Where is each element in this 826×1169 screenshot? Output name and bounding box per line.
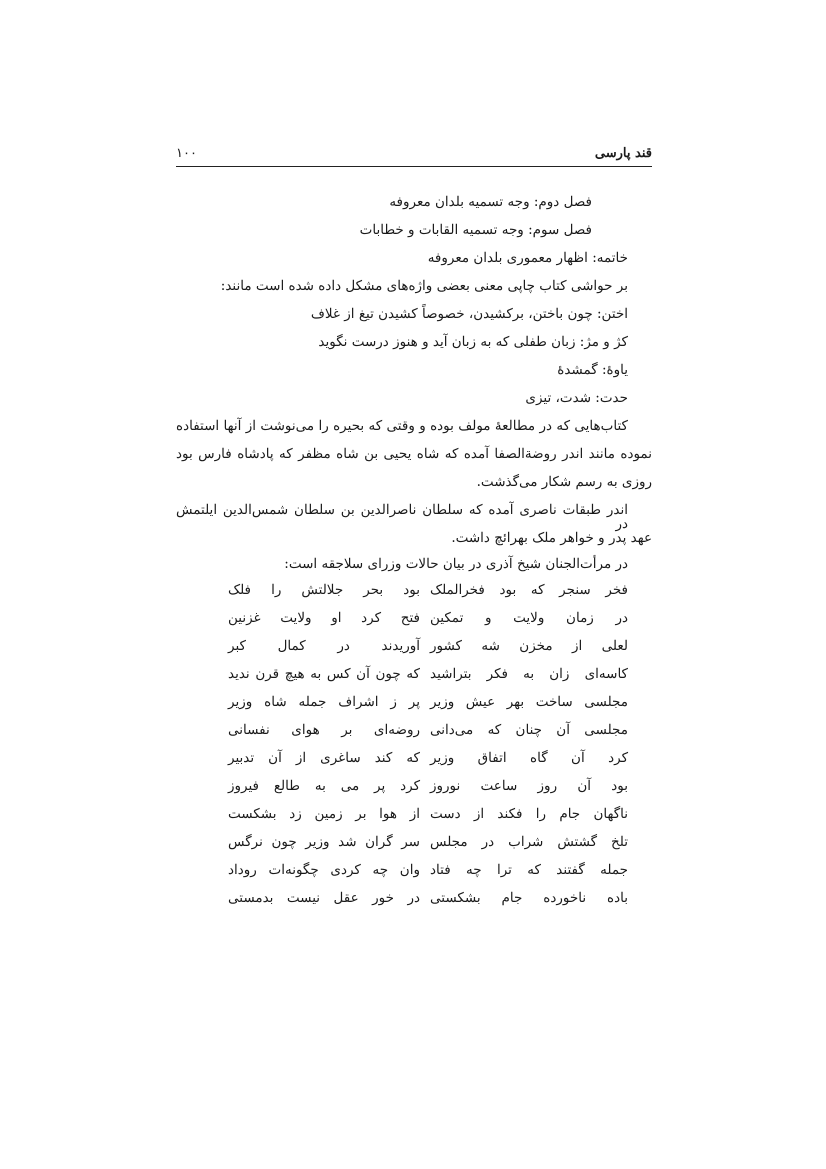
chapter-two-line: فصل دوم: وجه تسمیه بلدان معروفه xyxy=(389,194,592,210)
hemistich-left: کرد پر می به طالع فیروز xyxy=(228,778,420,794)
running-title: قند پارسی xyxy=(594,146,652,161)
hemistich-left: وان چه کردی چگونه‌ات روداد xyxy=(228,862,420,878)
poem-couplet xyxy=(176,890,628,910)
hemistich-right: مجلسی آن چنان که می‌دانی xyxy=(430,722,628,738)
conclusion-line: خاتمه: اظهار معموری بلدان معروفه xyxy=(427,250,628,266)
poem-couplet xyxy=(176,750,628,770)
header-rule xyxy=(176,166,652,167)
hemistich-right: بود آن روز ساعت نوروز xyxy=(430,778,628,794)
glossary-entry: اختن: چون باختن، برکشیدن، خصوصاً کشیدن تیغ از غلاف xyxy=(310,306,628,322)
page-number: ۱۰۰ xyxy=(176,146,197,161)
glossary-intro-line: بر حواشی کتاب چاپی معنی بعضی واژه‌های مشکل داده شده است مانند: xyxy=(220,278,628,294)
hemistich-left: سر گران شد وزیر چون نرگس xyxy=(228,834,420,850)
poem-couplet xyxy=(176,582,628,602)
poem-couplet xyxy=(176,862,628,882)
hemistich-right: در زمان ولایت و تمکین xyxy=(430,610,628,626)
hemistich-left: که چون آن کس به هیچ قرن ندید xyxy=(228,666,420,682)
poem-couplet xyxy=(176,806,628,826)
hemistich-right: لعلی از مخزن شه کشور xyxy=(430,638,628,654)
hemistich-left: پر ز اشراف جمله شاه وزیر xyxy=(228,694,420,710)
glossary-entry: حدت: شدت، تیزی xyxy=(525,390,628,406)
poem-couplet xyxy=(176,666,628,686)
poem-couplet xyxy=(176,834,628,854)
hemistich-left: بود بحر جلالتش را فلک xyxy=(228,582,420,598)
hemistich-right: فخر سنجر که بود فخرالملک xyxy=(430,582,628,598)
glossary-entry: کژ و مژ: زبان طفلی که به زبان آید و هنوز درست نگوید xyxy=(318,334,628,350)
hemistich-right: جمله گفتند که ترا چه فتاد xyxy=(430,862,628,878)
hemistich-left: از هوا بر زمین زد بشکست xyxy=(228,806,420,822)
hemistich-right: باده ناخورده جام بشکستی xyxy=(430,890,628,906)
chapter-three-line: فصل سوم: وجه تسمیه القابات و خطابات xyxy=(359,222,592,238)
hemistich-left: روضه‌ای بر هوای نفسانی xyxy=(228,722,420,738)
poem-couplet xyxy=(176,722,628,742)
paragraph-line: کتاب‌هایی که در مطالعهٔ مولف بوده و وقتی که بحیره را می‌نوشت از آنها استفاده xyxy=(176,418,628,434)
hemistich-right: تلخ گشتش شراب در مجلس xyxy=(430,834,628,850)
hemistich-right: کاسه‌ای زان به فکر بتراشید xyxy=(430,666,628,682)
hemistich-right: مجلسی ساخت بهر عیش وزیر xyxy=(430,694,628,710)
paragraph-line: نموده مانند اندر روضةالصفا آمده که شاه یحیی بن شاه مظفر که پادشاه فارس بود xyxy=(176,446,652,462)
poem-intro: در مرأت‌الجنان شیخ آذری در بیان حالات وزرای سلاجقه است: xyxy=(284,556,628,572)
page-header xyxy=(176,140,652,166)
hemistich-right: ناگهان جام را فکند از دست xyxy=(430,806,628,822)
glossary-entry: یاوهٔ: گمشدهٔ xyxy=(557,362,628,378)
hemistich-left: در خور عقل نیست بدمستی xyxy=(228,890,420,906)
paragraph-line: عهد پدر و خواهر ملک بهرائچ داشت. xyxy=(451,530,652,546)
paragraph-line: اندر طبقات ناصری آمده که سلطان ناصرالدین بن سلطان شمس‌الدین ایلتمش در xyxy=(176,502,628,532)
hemistich-left: آوریدند در کمال کبر xyxy=(228,638,420,654)
poem-couplet xyxy=(176,778,628,798)
hemistich-right: کرد آن گاه اتفاق وزیر xyxy=(430,750,628,766)
poem-couplet xyxy=(176,638,628,658)
poem-couplet xyxy=(176,610,628,630)
hemistich-left: که کند ساغری از آن تدبیر xyxy=(228,750,420,766)
paragraph-line: روزی به رسم شکار می‌گذشت. xyxy=(476,474,652,490)
hemistich-left: فتح کرد او ولایت غزنین xyxy=(228,610,420,626)
poem-couplet xyxy=(176,694,628,714)
